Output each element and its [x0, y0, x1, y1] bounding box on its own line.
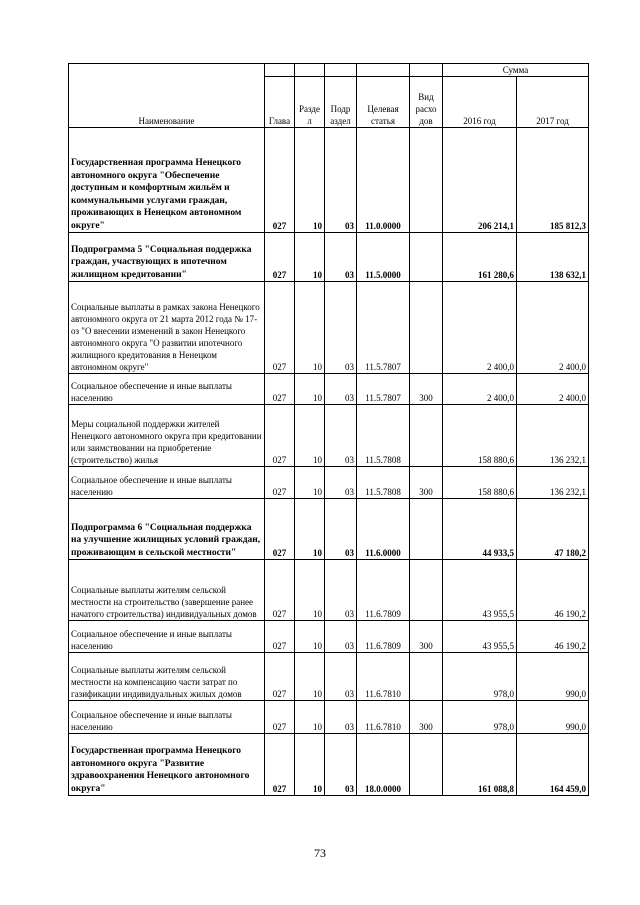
row-name: Социальное обеспечение и иные выплаты населению [69, 621, 265, 653]
table-row [69, 701, 589, 734]
row-podrazdel: 03 [325, 374, 357, 405]
row-podrazdel: 03 [325, 233, 357, 282]
row-razdel: 10 [295, 621, 325, 653]
table-row [69, 233, 589, 282]
row-2016: 158 880,6 [443, 405, 517, 467]
row-razdel: 10 [295, 405, 325, 467]
row-celevaya: 11.6.0000 [357, 499, 410, 560]
row-razdel: 10 [295, 734, 325, 796]
row-name: Социальное обеспечение и иные выплаты населению [69, 374, 265, 405]
table-row [69, 405, 589, 467]
row-vid [410, 282, 443, 374]
row-razdel: 10 [295, 374, 325, 405]
row-celevaya: 11.5.7808 [357, 405, 410, 467]
row-podrazdel: 03 [325, 282, 357, 374]
row-podrazdel: 03 [325, 560, 357, 621]
row-2017: 138 632,1 [517, 233, 589, 282]
row-glava: 027 [265, 374, 295, 405]
row-vid: 300 [410, 374, 443, 405]
table-row [69, 621, 589, 653]
table-row [69, 467, 589, 499]
row-name: Государственная программа Ненецкого автономного округа "Обеспечение доступным и комфортным жильём и коммунальными услугами граждан, проживающих в Ненецком автономном округе" [69, 128, 265, 233]
row-glava: 027 [265, 128, 295, 233]
row-2016: 43 955,5 [443, 560, 517, 621]
row-2017: 46 190,2 [517, 560, 589, 621]
header-razdel: Разде л [295, 77, 325, 128]
row-name: Социальное обеспечение и иные выплаты населению [69, 467, 265, 499]
header-cell-empty [325, 64, 357, 77]
row-celevaya: 11.6.7810 [357, 653, 410, 701]
row-name: Социальные выплаты жителям сельской местности на компенсацию части затрат по газификации индивидуальных жилых домов [69, 653, 265, 701]
row-glava: 027 [265, 653, 295, 701]
header-cell-empty [295, 64, 325, 77]
row-celevaya: 18.0.0000 [357, 734, 410, 796]
row-vid [410, 560, 443, 621]
row-glava: 027 [265, 282, 295, 374]
row-podrazdel: 03 [325, 467, 357, 499]
row-podrazdel: 03 [325, 734, 357, 796]
row-podrazdel: 03 [325, 621, 357, 653]
row-glava: 027 [265, 467, 295, 499]
row-2017: 990,0 [517, 701, 589, 734]
table-row [69, 653, 589, 701]
row-glava: 027 [265, 405, 295, 467]
row-vid [410, 405, 443, 467]
row-2016: 978,0 [443, 701, 517, 734]
table-row [69, 560, 589, 621]
row-podrazdel: 03 [325, 405, 357, 467]
header-naimenovanie: Наименование [69, 64, 265, 128]
header-cell-empty [357, 64, 410, 77]
row-razdel: 10 [295, 282, 325, 374]
row-2017: 185 812,3 [517, 128, 589, 233]
row-podrazdel: 03 [325, 701, 357, 734]
row-2017: 990,0 [517, 653, 589, 701]
header-year-2016: 2016 год [443, 77, 517, 128]
row-2017: 136 232,1 [517, 467, 589, 499]
row-2017: 46 190,2 [517, 621, 589, 653]
row-2016: 43 955,5 [443, 621, 517, 653]
row-2016: 44 933,5 [443, 499, 517, 560]
row-2017: 2 400,0 [517, 282, 589, 374]
row-glava: 027 [265, 233, 295, 282]
table-row [69, 128, 589, 233]
row-vid [410, 499, 443, 560]
row-razdel: 10 [295, 233, 325, 282]
table-row [69, 374, 589, 405]
header-year-2017: 2017 год [517, 77, 589, 128]
header-sum: Сумма [443, 64, 589, 77]
budget-table [68, 63, 589, 796]
row-podrazdel: 03 [325, 499, 357, 560]
row-vid [410, 128, 443, 233]
row-2016: 158 880,6 [443, 467, 517, 499]
row-celevaya: 11.5.7807 [357, 282, 410, 374]
row-glava: 027 [265, 701, 295, 734]
row-celevaya: 11.5.7807 [357, 374, 410, 405]
table-row [69, 282, 589, 374]
header-cell-empty [410, 64, 443, 77]
row-name: Социальное обеспечение и иные выплаты населению [69, 701, 265, 734]
row-name: Государственная программа Ненецкого автономного округа "Развитие здравоохранения Ненецкого автономного округа" [69, 734, 265, 796]
row-2016: 2 400,0 [443, 282, 517, 374]
row-celevaya: 11.5.7808 [357, 467, 410, 499]
row-razdel: 10 [295, 467, 325, 499]
row-name: Социальные выплаты в рамках закона Ненецкого автономного округа от 21 марта 2012 года № 17-оз "О внесении изменений в закон Ненецкого автономного округа "О развитии ипотечного жилищного кредитования в Ненецком автономном округе" [69, 282, 265, 374]
row-2016: 978,0 [443, 653, 517, 701]
row-glava: 027 [265, 560, 295, 621]
row-podrazdel: 03 [325, 653, 357, 701]
row-glava: 027 [265, 734, 295, 796]
row-2017: 136 232,1 [517, 405, 589, 467]
row-razdel: 10 [295, 499, 325, 560]
row-2017: 47 180,2 [517, 499, 589, 560]
row-vid [410, 734, 443, 796]
row-name: Подпрограмма 6 "Социальная поддержка на улучшение жилищных условий граждан, проживающим в сельской местности" [69, 499, 265, 560]
table-row [69, 499, 589, 560]
header-glava: Глава [265, 77, 295, 128]
table-row [69, 734, 589, 796]
header-podrazdel: Подр аздел [325, 77, 357, 128]
page-number: 73 [314, 846, 326, 860]
row-podrazdel: 03 [325, 128, 357, 233]
row-2016: 206 214,1 [443, 128, 517, 233]
row-celevaya: 11.6.7810 [357, 701, 410, 734]
row-vid: 300 [410, 467, 443, 499]
row-celevaya: 11.6.7809 [357, 621, 410, 653]
row-vid [410, 653, 443, 701]
row-2017: 164 459,0 [517, 734, 589, 796]
row-celevaya: 11.6.7809 [357, 560, 410, 621]
row-name: Меры социальной поддержки жителей Ненецкого автономного округа при кредитовании или заимствовании на приобретение (строительство) жилья [69, 405, 265, 467]
row-vid: 300 [410, 701, 443, 734]
row-celevaya: 11.5.0000 [357, 233, 410, 282]
row-2017: 2 400,0 [517, 374, 589, 405]
row-2016: 161 280,6 [443, 233, 517, 282]
row-2016: 161 088,8 [443, 734, 517, 796]
row-vid: 300 [410, 621, 443, 653]
header-row-top [69, 64, 589, 77]
row-glava: 027 [265, 499, 295, 560]
row-razdel: 10 [295, 701, 325, 734]
row-razdel: 10 [295, 560, 325, 621]
row-razdel: 10 [295, 653, 325, 701]
header-cell-empty [265, 64, 295, 77]
header-celevaya: Целевая статья [357, 77, 410, 128]
row-name: Подпрограмма 5 "Социальная поддержка граждан, участвующих в ипотечном жилищном кредитовании" [69, 233, 265, 282]
row-razdel: 10 [295, 128, 325, 233]
header-vid: Вид расхо дов [410, 77, 443, 128]
row-glava: 027 [265, 621, 295, 653]
row-name: Социальные выплаты жителям сельской местности на строительство (завершение ранее начатого строительства) индивидуальных домов [69, 560, 265, 621]
row-2016: 2 400,0 [443, 374, 517, 405]
row-celevaya: 11.0.0000 [357, 128, 410, 233]
row-vid [410, 233, 443, 282]
